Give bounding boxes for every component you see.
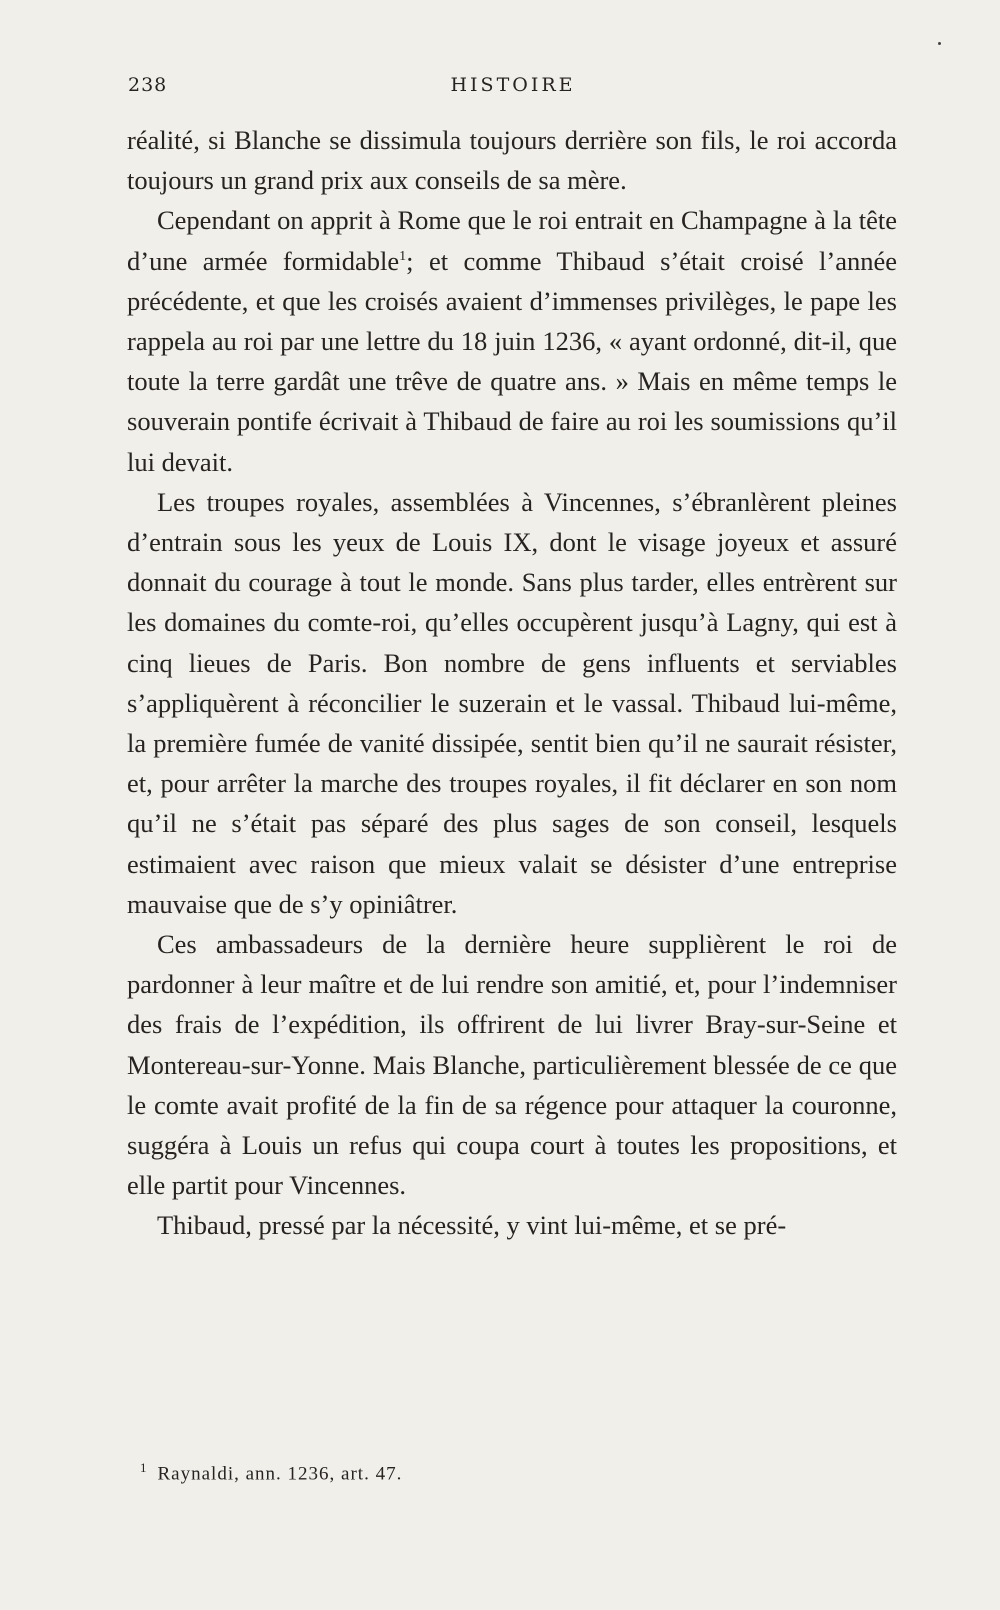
paragraph [127,482,897,924]
footnote-reference[interactable]: 1 [399,248,407,264]
paragraph-text: réalité, si Blanche se dissimula toujours derrière son fils, le roi accorda toujours un grand prix aux conseils de sa mère. [127,125,897,196]
paragraph [127,924,897,1205]
footnote-marker: 1 [140,1460,148,1475]
paragraph [127,1205,897,1245]
page-number: 238 [128,74,168,96]
paragraph-text: Ces ambassadeurs de la dernière heure supplièrent le roi de pardonner à leur maître et de lui rendre son amitié, et, pour l’indemniser des frais de l’expédition, ils offrirent de lui livrer Bray-sur-Seine et Montereau-sur-Yonne. Mais Blanche, particulièrement blessée de ce que le comte avait profité de la fin de sa régence pour attaquer la couronne, suggéra à Louis un refus qui coupa court à toutes les propositions, et elle partit pour Vincennes. [127,929,897,1201]
body-text [127,120,897,1246]
footnote [140,1460,900,1485]
paragraph-text: Les troupes royales, assemblées à Vincennes, s’ébranlèrent pleines d’entrain sous les yeux de Louis IX, dont le visage joyeux et assuré donnait du courage à tout le monde. Sans plus tarder, elles entrèrent sur les domaines du comte-roi, qu’elles occupèrent jusqu’à Lagny, qui est à cinq lieues de Paris. Bon nombre de gens influents et serviables s’appliquèrent à réconcilier le suzerain et le vassal. Thibaud lui-même, la première fumée de vanité dissipée, sentit bien qu’il ne saurait résister, et, pour arrêter la marche des troupes royales, il fit déclarer en son nom qu’il ne s’était pas séparé des plus sages de son conseil, lesquels estimaient avec raison que mieux valait se désister d’une entreprise mauvaise que de s’y opiniâtrer. [127,486,897,919]
paragraph [127,120,897,200]
running-title: HISTOIRE [450,74,576,96]
page-header [128,74,898,104]
paragraph-text: Cependant on apprit à Rome que le roi entrait en Champagne à la tête d’une armée formidable [127,205,897,276]
footnote-text: Raynaldi, ann. 1236, art. 47. [157,1463,403,1485]
paragraph-text: ; et comme Thibaud s’était croisé l’année précédente, et que les croisés avaient d’immenses privilèges, le pape les rappela au roi par une lettre du 18 juin 1236, « ayant ordonné, dit-il, que toute la terre gardât une trêve de quatre ans. » Mais en même temps le souverain pontife écrivait à Thibaud de faire au roi les soumissions qu’il lui devait. [127,245,897,477]
paper-speck [938,42,941,45]
paragraph-text: Thibaud, pressé par la nécessité, y vint lui-même, et se pré- [157,1210,787,1241]
paragraph [127,200,897,481]
